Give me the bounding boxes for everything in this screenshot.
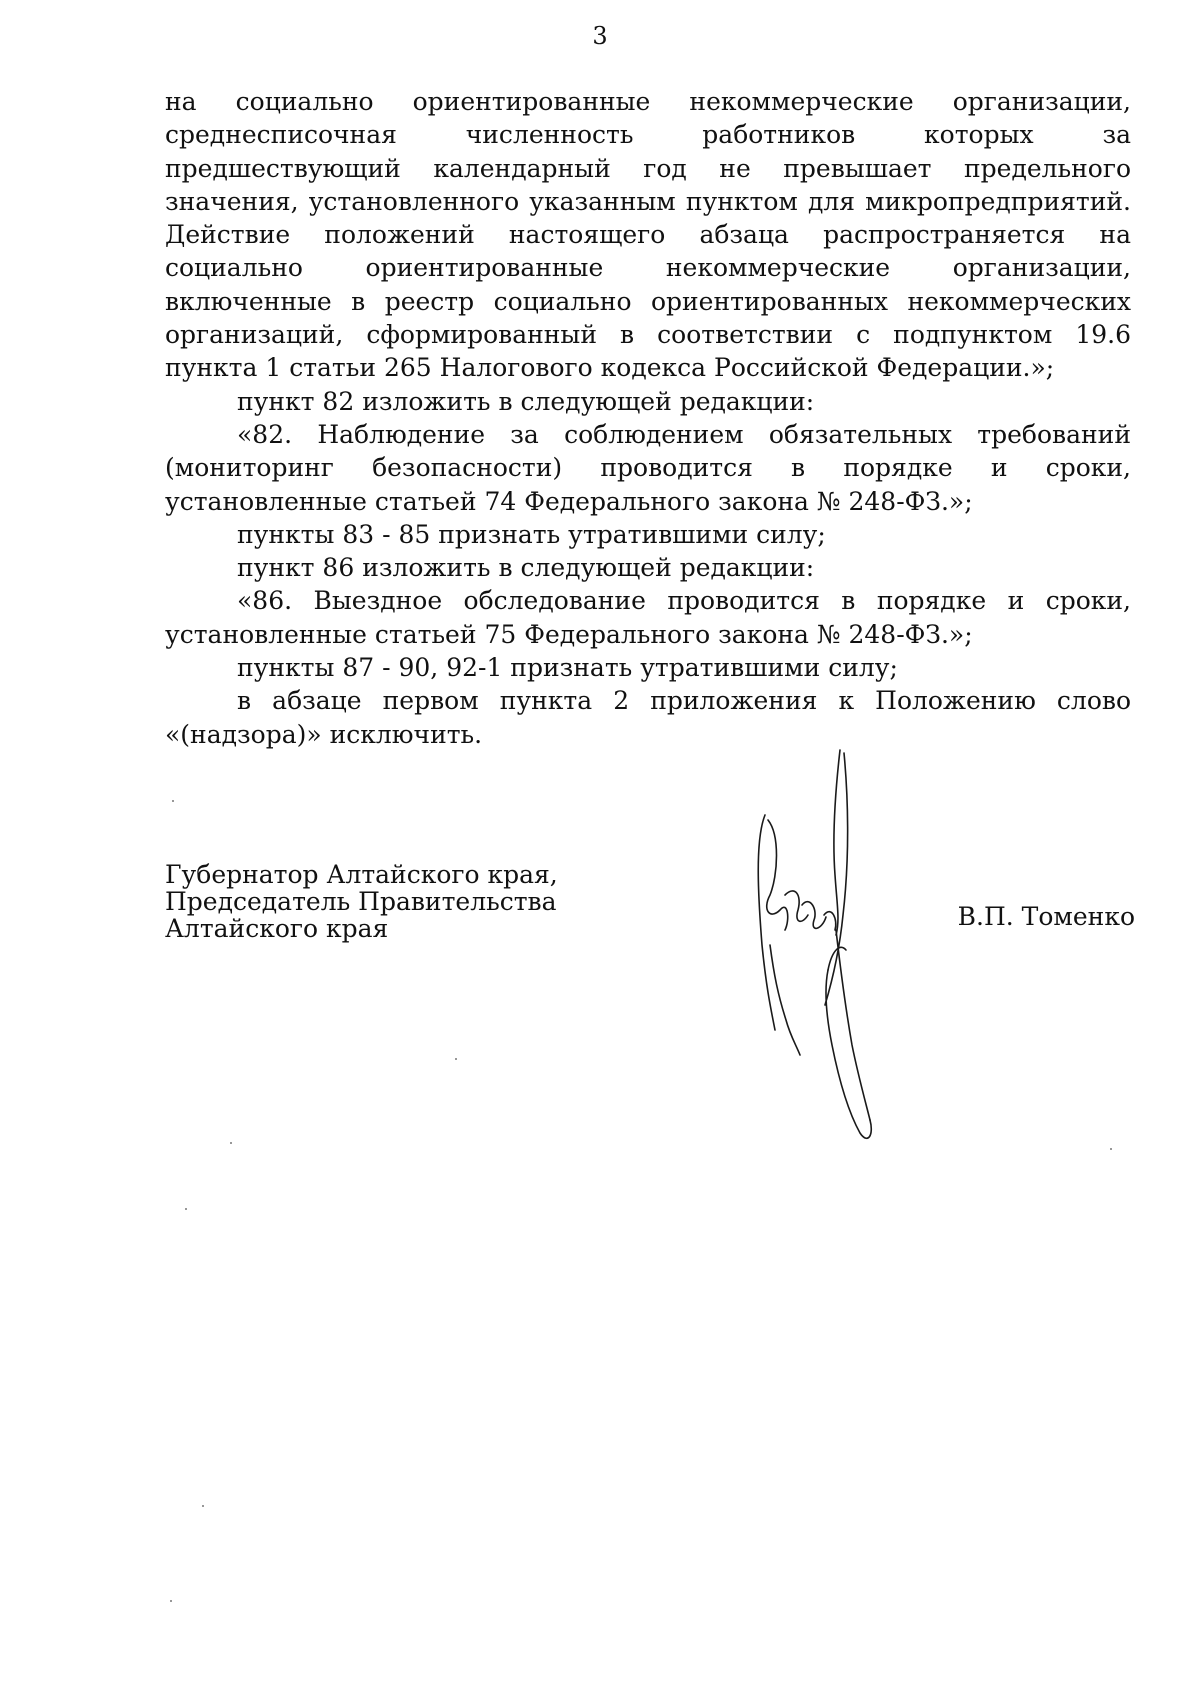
- signatory-name: В.П. Томенко: [957, 902, 1135, 931]
- paragraph-2: пункт 82 изложить в следующей редакции:: [237, 386, 815, 416]
- signatory-title: [165, 861, 558, 942]
- scan-speck: [170, 1600, 172, 1602]
- page-number: 3: [592, 22, 608, 50]
- paragraph-5: пункт 86 изложить в следующей редакции:: [237, 553, 815, 583]
- scan-speck: [1110, 1148, 1112, 1150]
- paragraph-3: «82. Наблюдение за соблюдением обязательных требований (мониторинг безопасности) проводится в порядке и сроки, установленные статьей 74 Федерального закона № 248-ФЗ.»;: [165, 419, 1131, 516]
- paragraph-7: пункты 87 - 90, 92-1 признать утратившими силу;: [237, 653, 898, 683]
- handwritten-signature: [740, 745, 910, 1155]
- scan-speck: [230, 1142, 232, 1144]
- paragraph-1: на социально ориентированные некоммерческие организации, среднесписочная численность работников которых за предшествующий календарный год не превышает предельного значения, установленного указанным пунктом для микропредприятий. Действие положений настоящего абзаца распространяется на социально ориентированные некоммерческие организации, включенные в реестр социально ориентированных некоммерческих организаций, сформированный в соответствии с подпунктом 19.6 пункта 1 статьи 265 Налогового кодекса Российской Федерации.»;: [165, 87, 1131, 383]
- scan-speck: [185, 1208, 187, 1210]
- scan-speck: [202, 1505, 204, 1507]
- signatory-title-line-1: Губернатор Алтайского края,: [165, 860, 558, 889]
- document-body: [165, 85, 1131, 751]
- signatory-title-line-2: Председатель Правительства: [165, 887, 557, 916]
- paragraph-6: «86. Выездное обследование проводится в порядке и сроки, установленные статьей 75 Федерального закона № 248-ФЗ.»;: [165, 586, 1131, 649]
- paragraph-4: пункты 83 - 85 признать утратившими силу;: [237, 519, 826, 549]
- paragraph-8: в абзаце первом пункта 2 приложения к Положению слово «(надзора)» исключить.: [165, 686, 1131, 749]
- signatory-title-line-3: Алтайского края: [165, 914, 389, 943]
- scan-speck: [455, 1058, 457, 1060]
- scan-speck: [172, 800, 174, 802]
